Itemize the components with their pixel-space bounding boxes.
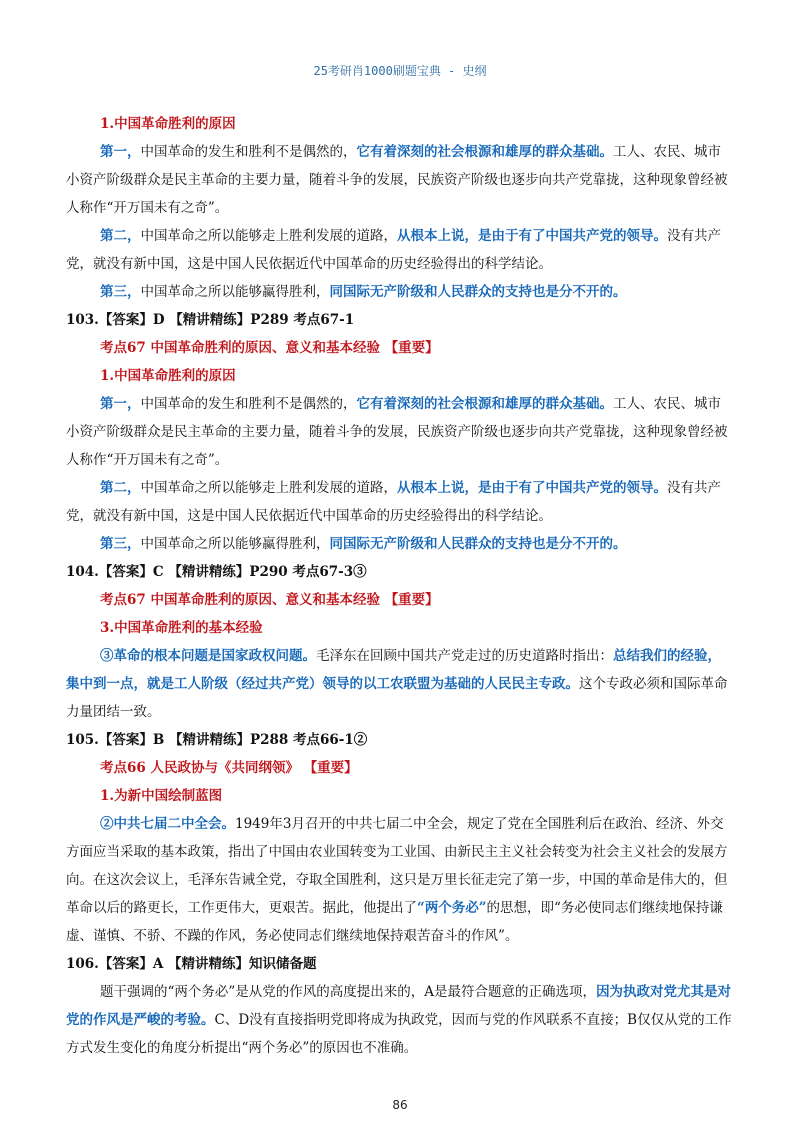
paragraph: 题干强调的“两个务必”是从党的作风的高度提出来的，A是最符合题意的正确选项，因为执政对党尤其是对党的作风是严峻的考验。C、D没有直接指明党即将成为执政党，因而与党的作风联系不直接；B仅仅从党的工作方式发生变化的角度分析提出“两个务必”的原因也不准确。: [66, 984, 732, 1056]
section-title: 1.中国革命胜利的原因: [100, 368, 236, 384]
paragraph: 第一，中国革命的发生和胜利不是偶然的，它有着深刻的社会根源和雄厚的群众基础。工人、农民、城市小资产阶级群众是民主革命的主要力量，随着斗争的发展，民族资产阶级也逐步向共产党靠拢，这种现象曾经被人称作“开万国未有之奇”。: [66, 144, 728, 216]
page-header: 25考研肖1000刷题宝典 - 史纲: [313, 64, 487, 78]
section-title: 1.为新中国绘制蓝图: [100, 788, 223, 804]
answer-line: 103.【答案】D 【精讲精练】P289 考点67-1: [66, 312, 355, 328]
answer-line: 105.【答案】B 【精讲精练】P288 考点66-1②: [66, 732, 368, 748]
kaodian-title: 考点66 人民政协与《共同纲领》 【重要】: [100, 760, 358, 776]
paragraph: ③革命的根本问题是国家政权问题。毛泽东在回顾中国共产党走过的历史道路时指出：总结我们的经验，集中到一点，就是工人阶级（经过共产党）领导的以工农联盟为基础的人民民主专政。这个专政必须和国际革命力量团结一致。: [66, 648, 728, 720]
paragraph: 第一，中国革命的发生和胜利不是偶然的，它有着深刻的社会根源和雄厚的群众基础。工人、农民、城市小资产阶级群众是民主革命的主要力量，随着斗争的发展，民族资产阶级也逐步向共产党靠拢，这种现象曾经被人称作“开万国未有之奇”。: [66, 396, 728, 468]
section-title: 1.中国革命胜利的原因: [100, 116, 236, 132]
paragraph: 第二，中国革命之所以能够走上胜利发展的道路，从根本上说，是由于有了中国共产党的领导。没有共产党，就没有新中国，这是中国人民依据近代中国革命的历史经验得出的科学结论。: [66, 228, 721, 272]
page-content: [66, 110, 734, 1062]
paragraph: 第二，中国革命之所以能够走上胜利发展的道路，从根本上说，是由于有了中国共产党的领导。没有共产党，就没有新中国，这是中国人民依据近代中国革命的历史经验得出的科学结论。: [66, 480, 721, 524]
paragraph: 第三，中国革命之所以能够赢得胜利，同国际无产阶级和人民群众的支持也是分不开的。: [100, 536, 627, 552]
page-number: 86: [392, 1098, 408, 1112]
answer-line: 104.【答案】C 【精讲精练】P290 考点67-3③: [66, 564, 367, 580]
answer-line: 106.【答案】A 【精讲精练】知识储备题: [66, 956, 317, 972]
paragraph: 第三，中国革命之所以能够赢得胜利，同国际无产阶级和人民群众的支持也是分不开的。: [100, 284, 627, 300]
paragraph: ②中共七届二中全会。1949年3月召开的中共七届二中全会，规定了党在全国胜利后在政治、经济、外交方面应当采取的基本政策，指出了中国由农业国转变为工业国、由新民主主义社会转变为社会主义社会的发展方向。在这次会议上，毛泽东告诫全党，夺取全国胜利，这只是万里长征走完了第一步，中国的革命是伟大的，但革命以后的路更长，工作更伟大，更艰苦。据此，他提出了“两个务必”的思想，即“务必使同志们继续地保持谦虚、谨慎、不骄、不躁的作风，务必使同志们继续地保持艰苦奋斗的作风”。: [66, 816, 728, 944]
kaodian-title: 考点67 中国革命胜利的原因、意义和基本经验 【重要】: [100, 340, 439, 356]
section-title: 3.中国革命胜利的基本经验: [100, 620, 263, 636]
kaodian-title: 考点67 中国革命胜利的原因、意义和基本经验 【重要】: [100, 592, 439, 608]
